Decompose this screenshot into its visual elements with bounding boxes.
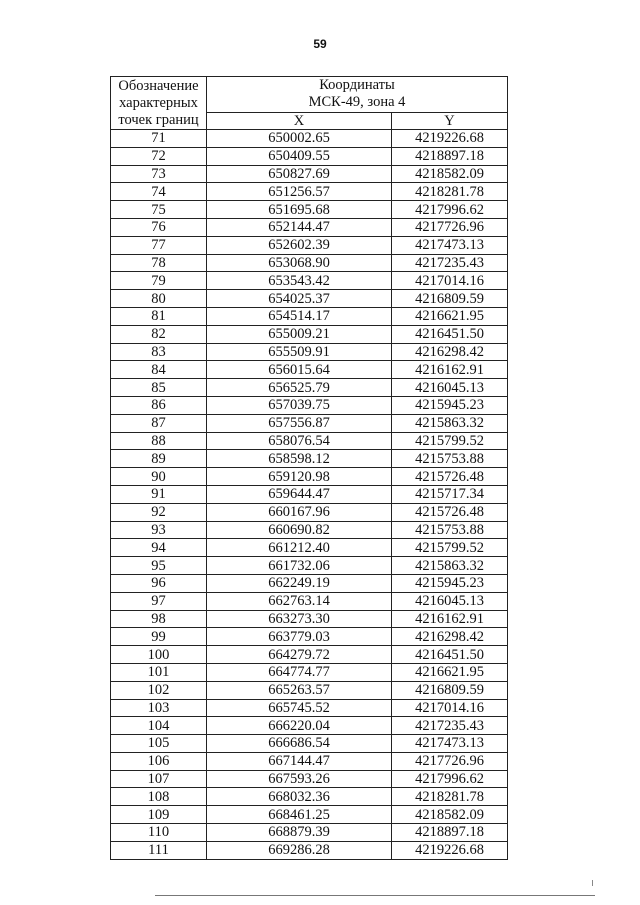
y-coordinate-cell: 4216298.42 [392, 628, 508, 646]
y-coordinate-cell: 4217996.62 [392, 770, 508, 788]
table-body [111, 130, 508, 860]
point-number-cell: 78 [111, 254, 207, 272]
y-coordinate-cell: 4217473.13 [392, 735, 508, 753]
x-coordinate-cell: 666220.04 [207, 717, 392, 735]
x-coordinate-cell: 654025.37 [207, 290, 392, 308]
y-coordinate-cell: 4216162.91 [392, 361, 508, 379]
bottom-divider [155, 895, 595, 896]
table-row [111, 592, 508, 610]
y-coordinate-cell: 4215717.34 [392, 485, 508, 503]
point-number-cell: 101 [111, 663, 207, 681]
table-row [111, 735, 508, 753]
point-number-cell: 86 [111, 396, 207, 414]
table-row [111, 610, 508, 628]
x-coordinate-cell: 650002.65 [207, 130, 392, 148]
x-coordinate-cell: 661732.06 [207, 557, 392, 575]
point-number-cell: 87 [111, 414, 207, 432]
y-coordinate-cell: 4217726.96 [392, 218, 508, 236]
point-number-cell: 110 [111, 824, 207, 842]
x-coordinate-cell: 665263.57 [207, 681, 392, 699]
point-number-cell: 98 [111, 610, 207, 628]
point-label-header-line: характерных [119, 94, 198, 111]
x-coordinate-cell: 652602.39 [207, 236, 392, 254]
table-row [111, 379, 508, 397]
point-number-cell: 90 [111, 468, 207, 486]
y-coordinate-cell: 4217235.43 [392, 254, 508, 272]
table-row [111, 788, 508, 806]
y-coordinate-cell: 4216621.95 [392, 307, 508, 325]
x-coordinate-cell: 651256.57 [207, 183, 392, 201]
y-coordinate-cell: 4216298.42 [392, 343, 508, 361]
table-row [111, 681, 508, 699]
point-number-cell: 79 [111, 272, 207, 290]
y-coordinate-cell: 4215863.32 [392, 557, 508, 575]
y-coordinate-cell: 4218582.09 [392, 806, 508, 824]
x-coordinate-cell: 663273.30 [207, 610, 392, 628]
scan-mark [592, 880, 593, 886]
y-coordinate-cell: 4215753.88 [392, 450, 508, 468]
table-row [111, 272, 508, 290]
x-coordinate-cell: 665745.52 [207, 699, 392, 717]
point-number-cell: 94 [111, 539, 207, 557]
x-coordinate-cell: 660167.96 [207, 503, 392, 521]
y-coordinate-cell: 4218582.09 [392, 165, 508, 183]
x-coordinate-cell: 659644.47 [207, 485, 392, 503]
table-row [111, 343, 508, 361]
y-coordinate-cell: 4216809.59 [392, 681, 508, 699]
x-coordinate-cell: 668032.36 [207, 788, 392, 806]
table-row [111, 396, 508, 414]
point-number-cell: 80 [111, 290, 207, 308]
point-number-cell: 84 [111, 361, 207, 379]
y-coordinate-cell: 4218897.18 [392, 147, 508, 165]
table-row [111, 485, 508, 503]
y-coordinate-cell: 4217235.43 [392, 717, 508, 735]
x-coordinate-cell: 668879.39 [207, 824, 392, 842]
x-coordinate-cell: 658598.12 [207, 450, 392, 468]
y-coordinate-cell: 4215726.48 [392, 468, 508, 486]
point-number-cell: 81 [111, 307, 207, 325]
table-row [111, 450, 508, 468]
x-coordinate-cell: 650827.69 [207, 165, 392, 183]
x-coordinate-cell: 661212.40 [207, 539, 392, 557]
table-row [111, 165, 508, 183]
coordinates-table [110, 76, 508, 860]
table-row [111, 539, 508, 557]
y-coordinate-cell: 4218897.18 [392, 824, 508, 842]
x-coordinate-cell: 657039.75 [207, 396, 392, 414]
point-label-header-line: Обозначение [118, 77, 199, 94]
y-coordinate-cell: 4217726.96 [392, 752, 508, 770]
x-coordinate-cell: 662249.19 [207, 574, 392, 592]
table-row [111, 717, 508, 735]
y-coordinate-cell: 4215726.48 [392, 503, 508, 521]
point-number-cell: 71 [111, 130, 207, 148]
table-row [111, 325, 508, 343]
point-number-cell: 111 [111, 841, 207, 859]
x-coordinate-cell: 654514.17 [207, 307, 392, 325]
point-number-cell: 95 [111, 557, 207, 575]
point-number-cell: 104 [111, 717, 207, 735]
point-number-cell: 82 [111, 325, 207, 343]
x-coordinate-cell: 656015.64 [207, 361, 392, 379]
point-number-cell: 74 [111, 183, 207, 201]
table-row [111, 201, 508, 219]
point-number-cell: 72 [111, 147, 207, 165]
y-coordinate-cell: 4217996.62 [392, 201, 508, 219]
table-row [111, 414, 508, 432]
x-coordinate-cell: 664279.72 [207, 646, 392, 664]
x-coordinate-cell: 668461.25 [207, 806, 392, 824]
y-coordinate-cell: 4216451.50 [392, 646, 508, 664]
point-number-cell: 105 [111, 735, 207, 753]
point-label-header-line: точек границ [118, 111, 199, 128]
table-row [111, 752, 508, 770]
table-row [111, 824, 508, 842]
y-coordinate-cell: 4215753.88 [392, 521, 508, 539]
y-coordinate-cell: 4218281.78 [392, 788, 508, 806]
y-coordinate-cell: 4216621.95 [392, 663, 508, 681]
point-number-cell: 106 [111, 752, 207, 770]
point-number-cell: 85 [111, 379, 207, 397]
x-coordinate-cell: 653068.90 [207, 254, 392, 272]
y-coordinate-cell: 4215945.23 [392, 574, 508, 592]
coordinates-header-line: МСК-49, зона 4 [308, 94, 406, 111]
table-row [111, 147, 508, 165]
y-coordinate-cell: 4216045.13 [392, 379, 508, 397]
table-row [111, 521, 508, 539]
x-coordinate-cell: 651695.68 [207, 201, 392, 219]
table-row [111, 646, 508, 664]
x-coordinate-cell: 667144.47 [207, 752, 392, 770]
x-coordinate-cell: 656525.79 [207, 379, 392, 397]
table-row [111, 254, 508, 272]
y-coordinate-cell: 4217014.16 [392, 699, 508, 717]
table-row [111, 130, 508, 148]
x-coordinate-cell: 655509.91 [207, 343, 392, 361]
point-number-cell: 75 [111, 201, 207, 219]
table-row [111, 236, 508, 254]
point-number-cell: 107 [111, 770, 207, 788]
x-coordinate-cell: 662763.14 [207, 592, 392, 610]
table-row [111, 699, 508, 717]
point-number-cell: 109 [111, 806, 207, 824]
y-coordinate-cell: 4215799.52 [392, 539, 508, 557]
point-number-cell: 89 [111, 450, 207, 468]
table-row [111, 503, 508, 521]
point-number-cell: 76 [111, 218, 207, 236]
point-number-cell: 102 [111, 681, 207, 699]
x-coordinate-cell: 666686.54 [207, 735, 392, 753]
table-row [111, 841, 508, 859]
y-coordinate-cell: 4215945.23 [392, 396, 508, 414]
x-coordinate-cell: 667593.26 [207, 770, 392, 788]
point-number-cell: 100 [111, 646, 207, 664]
page-number: 59 [313, 37, 327, 51]
table-row [111, 290, 508, 308]
x-coordinate-cell: 660690.82 [207, 521, 392, 539]
table-row [111, 557, 508, 575]
x-coordinate-cell: 650409.55 [207, 147, 392, 165]
coordinates-header-line: Координаты [319, 77, 395, 94]
point-label-header [111, 77, 207, 130]
y-coordinate-cell: 4219226.68 [392, 841, 508, 859]
table-row [111, 183, 508, 201]
point-number-cell: 99 [111, 628, 207, 646]
table-row [111, 663, 508, 681]
y-coordinate-cell: 4217014.16 [392, 272, 508, 290]
x-coordinate-cell: 657556.87 [207, 414, 392, 432]
point-number-cell: 93 [111, 521, 207, 539]
x-coordinate-cell: 664774.77 [207, 663, 392, 681]
table-row [111, 770, 508, 788]
y-coordinate-cell: 4218281.78 [392, 183, 508, 201]
table-row [111, 307, 508, 325]
x-coordinate-cell: 659120.98 [207, 468, 392, 486]
table-row [111, 628, 508, 646]
point-number-cell: 92 [111, 503, 207, 521]
point-number-cell: 97 [111, 592, 207, 610]
table-row [111, 468, 508, 486]
y-coordinate-cell: 4216162.91 [392, 610, 508, 628]
y-coordinate-cell: 4216045.13 [392, 592, 508, 610]
table-row [111, 218, 508, 236]
x-coordinate-cell: 663779.03 [207, 628, 392, 646]
y-coordinate-cell: 4215799.52 [392, 432, 508, 450]
y-coordinate-cell: 4216809.59 [392, 290, 508, 308]
point-number-cell: 96 [111, 574, 207, 592]
y-coordinate-cell: 4216451.50 [392, 325, 508, 343]
y-column-header: Y [392, 112, 508, 129]
coordinates-header [207, 77, 508, 113]
point-number-cell: 73 [111, 165, 207, 183]
y-coordinate-cell: 4217473.13 [392, 236, 508, 254]
point-number-cell: 91 [111, 485, 207, 503]
table-row [111, 432, 508, 450]
point-number-cell: 103 [111, 699, 207, 717]
point-number-cell: 83 [111, 343, 207, 361]
x-coordinate-cell: 652144.47 [207, 218, 392, 236]
y-coordinate-cell: 4215863.32 [392, 414, 508, 432]
table-row [111, 361, 508, 379]
x-coordinate-cell: 653543.42 [207, 272, 392, 290]
table-row [111, 574, 508, 592]
x-column-header: X [207, 112, 392, 129]
y-coordinate-cell: 4219226.68 [392, 130, 508, 148]
table-row [111, 806, 508, 824]
point-number-cell: 108 [111, 788, 207, 806]
x-coordinate-cell: 669286.28 [207, 841, 392, 859]
x-coordinate-cell: 658076.54 [207, 432, 392, 450]
point-number-cell: 88 [111, 432, 207, 450]
point-number-cell: 77 [111, 236, 207, 254]
x-coordinate-cell: 655009.21 [207, 325, 392, 343]
